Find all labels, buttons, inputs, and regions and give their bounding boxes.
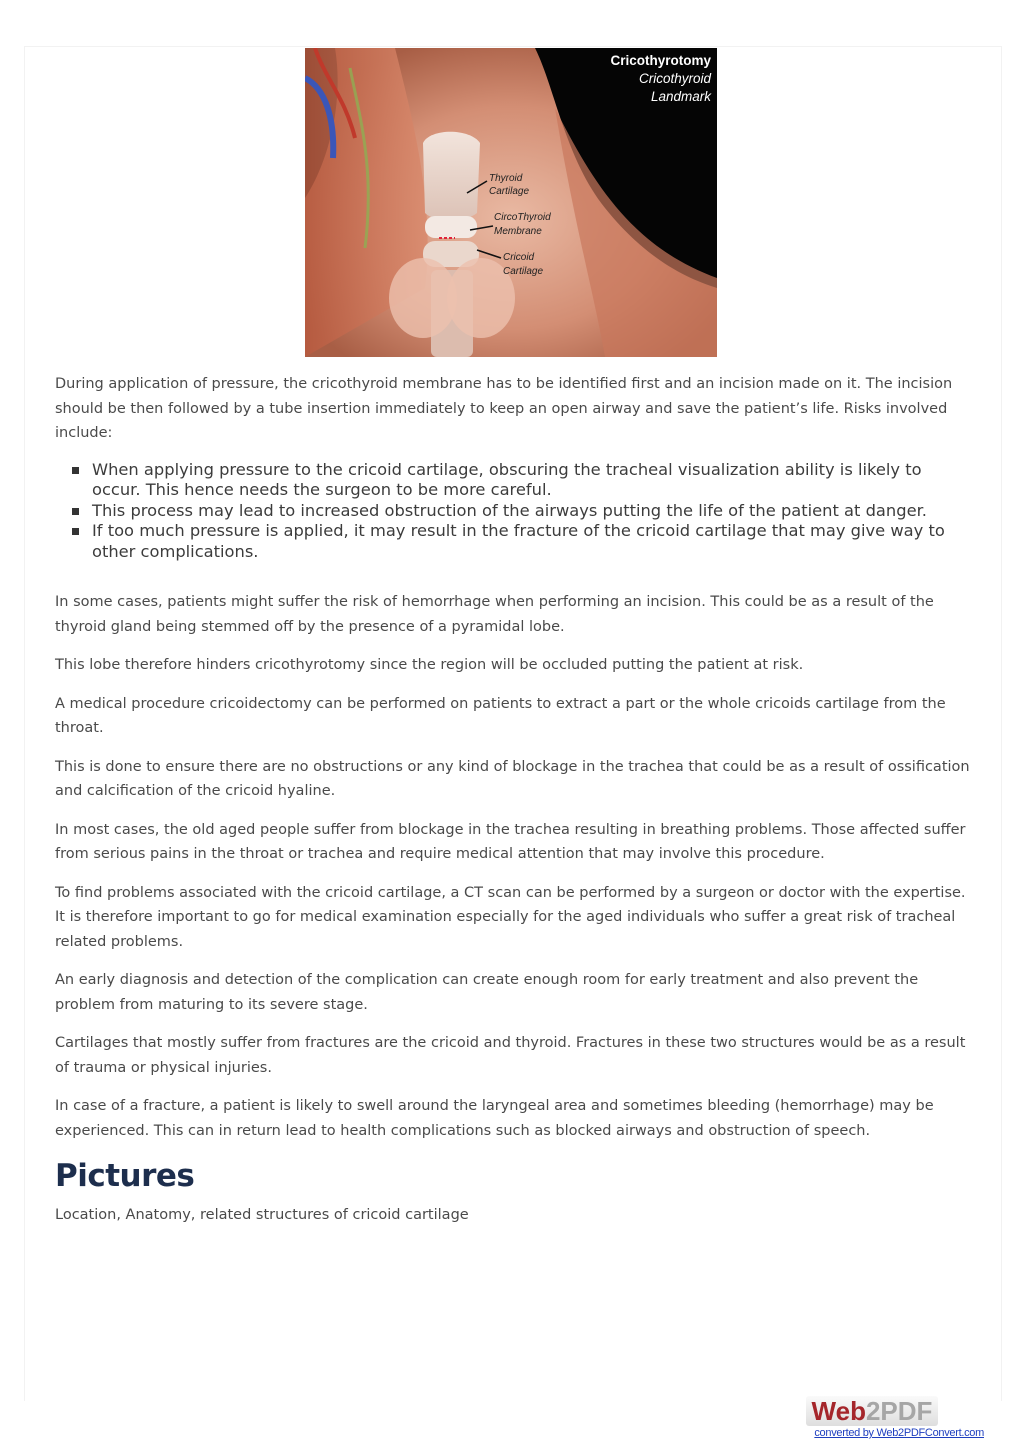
paragraph: In case of a fracture, a patient is likely to swell around the laryngeal area and sometimes bleeding (hemorrhage) may be experienced. This can in return lead to health complications such as blocked airways and obstruction of speech. (55, 1098, 934, 1139)
web2pdf-branding (800, 1396, 1000, 1442)
risk-text: When applying pressure to the cricoid cartilage, obscuring the tracheal visualization ability is likely to occur. This hence needs the surgeon to be more careful. (92, 459, 922, 500)
cricothyroid-membrane-shape (425, 216, 477, 238)
logo-accent-text: Web (811, 1396, 866, 1426)
figure-subtitle-line2: Landmark (650, 89, 711, 104)
figure-title: Cricothyrotomy (610, 53, 711, 68)
paragraph: To find problems associated with the cricoid cartilage, a CT scan can be performed by a surgeon or doctor with the expertise. It is therefore important to go for medical examination especially for the aged individuals who suffer a great risk of tracheal related problems. (55, 884, 966, 950)
pictures-heading: Pictures (55, 1158, 195, 1195)
paragraph: This lobe therefore hinders cricothyrotomy since the region will be occluded putting the patient at risk. (55, 657, 804, 674)
label-cricoid-line1: Cricoid (503, 252, 535, 263)
converted-by-link[interactable]: converted by Web2PDFConvert.com (814, 1427, 984, 1439)
intro-paragraph: During application of pressure, the cricothyroid membrane has to be identified first and an incision made on it. The incision should be then followed by a tube insertion immediately to keep an open airway and save the patient’s life. Risks involved include: (55, 376, 953, 441)
label-membrane-line2: Membrane (494, 226, 542, 237)
cricothyrotomy-figure (305, 48, 717, 357)
bullet-icon (72, 467, 79, 474)
paragraph: An early diagnosis and detection of the complication can create enough room for early treatment and also prevent the problem from maturing to its severe stage. (55, 972, 919, 1013)
risk-text: If too much pressure is applied, it may result in the fracture of the cricoid cartilage that may give way to other complications. (92, 521, 945, 561)
label-thyroid-line1: Thyroid (489, 173, 523, 184)
figure-subtitle-line1: Cricothyroid (638, 71, 711, 86)
anatomy-illustration (305, 48, 717, 357)
paragraph: This is done to ensure there are no obstructions or any kind of blockage in the trachea that could be as a result of ossification and calcification of the cricoid hyaline. (55, 758, 970, 800)
label-membrane-line1: CircoThyroid (494, 212, 551, 223)
thyroid-gland-left (389, 258, 457, 338)
bullet-icon (72, 508, 79, 515)
label-cricoid-line2: Cartilage (503, 266, 544, 277)
bullet-icon (72, 528, 79, 535)
risk-text: This process may lead to increased obstruction of the airways putting the life of the patient at danger. (92, 500, 927, 520)
pictures-caption: Location, Anatomy, related structures of cricoid cartilage (55, 1207, 469, 1224)
list-item (55, 501, 970, 522)
thyroid-cartilage-shape (423, 132, 480, 221)
paragraph: In some cases, patients might suffer the risk of hemorrhage when performing an incision. This could be as a result of the thyroid gland being stemmed off by the presence of a pyramidal lobe. (55, 594, 934, 635)
label-thyroid-line2: Cartilage (489, 186, 530, 197)
paragraph: In most cases, the old aged people suffer from blockage in the trachea resulting in breathing problems. Those affected suffer from serious pains in the throat or trachea and require medical attention that may involve this procedure. (55, 821, 966, 863)
risks-list (55, 460, 970, 563)
web2pdf-logo (806, 1396, 938, 1426)
article-content (55, 372, 970, 1242)
paragraph: A medical procedure cricoidectomy can be performed on patients to extract a part or the whole cricoids cartilage from the throat. (55, 695, 946, 737)
logo-rest-text: 2PDF (865, 1396, 933, 1426)
list-item (55, 460, 970, 501)
list-item (55, 521, 970, 562)
paragraph: Cartilages that mostly suffer from fractures are the cricoid and thyroid. Fractures in these two structures would be as a result of trauma or physical injuries. (55, 1035, 966, 1076)
